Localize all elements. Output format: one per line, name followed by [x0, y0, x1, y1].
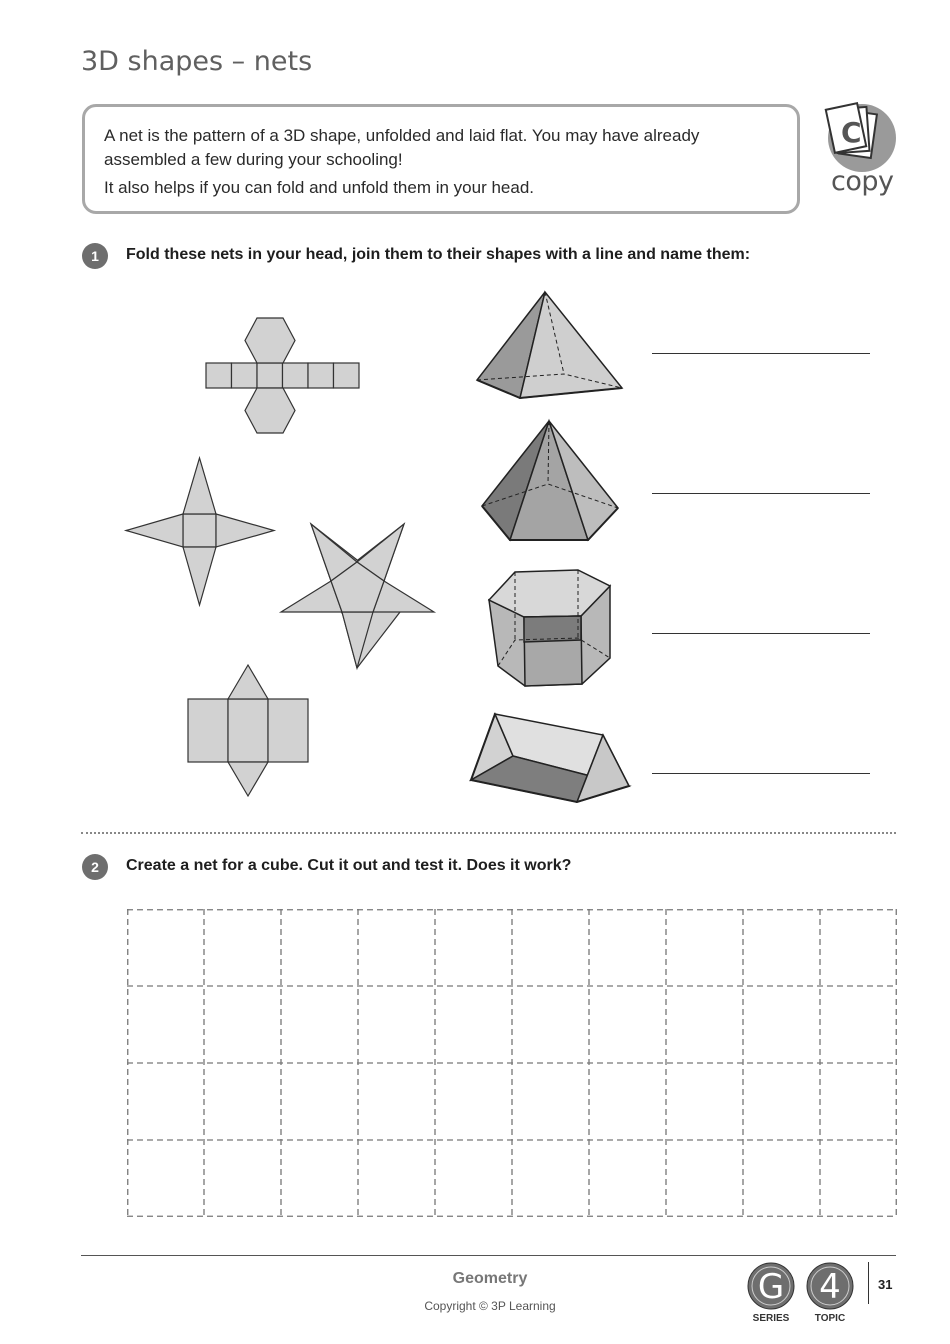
series-letter: G — [757, 1267, 785, 1307]
question-1-text: Fold these nets in your head, join them to their shapes with a line and name them: — [126, 246, 751, 263]
page-number: 31 — [878, 1277, 893, 1292]
footer-subject: Geometry — [452, 1270, 528, 1287]
footer-copyright: Copyright © 3P Learning — [424, 1299, 556, 1313]
shape-square-pyramid[interactable] — [477, 292, 622, 398]
footer-rule — [81, 1255, 896, 1256]
page-title: 3D shapes – nets — [81, 46, 313, 77]
answer-line-1[interactable] — [652, 353, 870, 354]
copy-letter: C — [841, 116, 862, 149]
intro-box — [82, 104, 800, 214]
question-2-number: 2 — [82, 854, 108, 880]
intro-line-2: It also helps if you can fold and unfold them in your head. — [104, 178, 534, 197]
answer-line-3[interactable] — [652, 633, 870, 634]
section-divider — [81, 832, 896, 834]
shape-hexagonal-prism[interactable] — [489, 570, 610, 686]
footer-separator — [868, 1262, 869, 1304]
topic-badge-icon — [806, 1262, 854, 1310]
cube-net-grid[interactable] — [127, 909, 897, 1217]
topic-label: TOPIC — [814, 1313, 846, 1324]
series-label: SERIES — [752, 1313, 790, 1324]
answer-line-4[interactable] — [652, 773, 870, 774]
shapes-area — [460, 280, 640, 820]
net-square-pyramid[interactable] — [126, 458, 274, 605]
nets-area — [100, 280, 460, 820]
shape-pentagonal-pyramid[interactable] — [482, 421, 618, 540]
copy-label: copy — [831, 166, 894, 197]
net-pentagonal-pyramid[interactable] — [281, 524, 434, 668]
question-1-number: 1 — [82, 243, 108, 269]
topic-number: 4 — [819, 1267, 841, 1307]
question-2-text: Create a net for a cube. Cut it out and test it. Does it work? — [126, 857, 572, 874]
intro-line-1: A net is the pattern of a 3D shape, unfolded and laid flat. You may have already assembled a few during your schooling! — [104, 126, 700, 169]
shape-triangular-prism[interactable] — [471, 714, 629, 802]
series-badge-icon — [747, 1262, 795, 1310]
net-triangular-prism[interactable] — [188, 665, 308, 796]
answer-line-2[interactable] — [652, 493, 870, 494]
net-hexagonal-prism[interactable] — [206, 318, 359, 433]
